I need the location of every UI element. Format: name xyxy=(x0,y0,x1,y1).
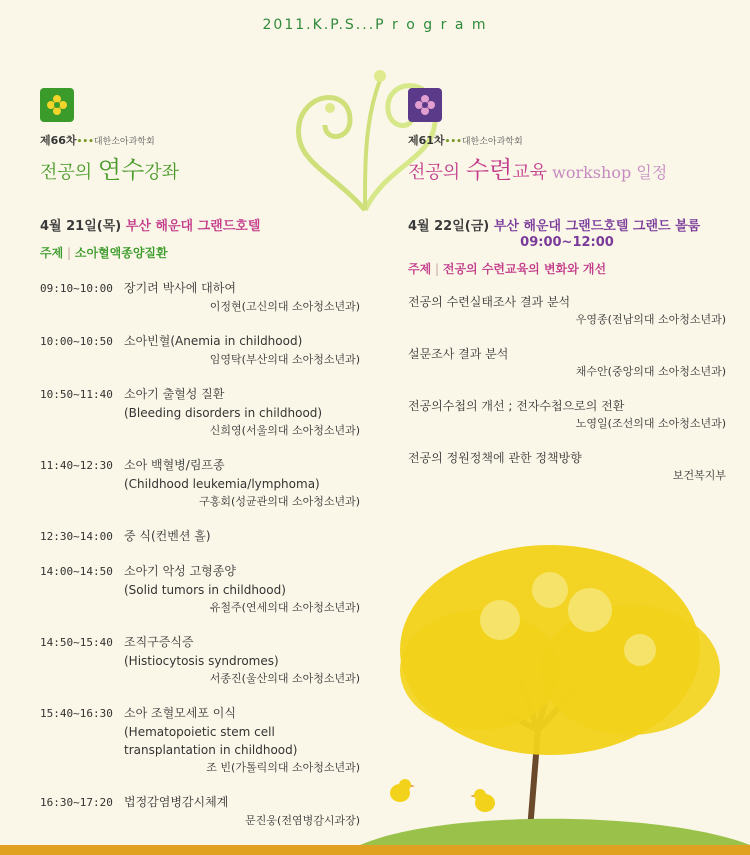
schedule-item xyxy=(40,633,370,688)
item-time: 15:40~16:30 xyxy=(40,707,113,720)
schedule-item xyxy=(40,385,370,440)
item-subtitle: (Histiocytosis syndromes) xyxy=(124,654,279,668)
forsythia-tree-illustration xyxy=(360,510,750,850)
item-speaker: 채수안(중앙의대 소아청소년과) xyxy=(575,365,726,378)
item-time: 11:40~12:30 xyxy=(40,459,113,472)
workshop-item xyxy=(408,449,726,485)
item-subtitle: (Childhood leukemia/lymphoma) xyxy=(124,477,320,491)
item-title: 조직구증식증 xyxy=(124,635,194,649)
item-speaker: 이정현(고신의대 소아청소년과) xyxy=(209,300,360,313)
item-speaker: 유철주(연세의대 소아청소년과) xyxy=(209,601,360,614)
schedule-item xyxy=(40,279,370,316)
item-subtitle: (Bleeding disorders in childhood) xyxy=(124,406,323,420)
schedule-item xyxy=(40,332,370,369)
page-title: 전공의 수련교육 workshop 일정 xyxy=(408,156,668,184)
topic-line: 주제 | 전공의 수련교육의 변화와 개선 xyxy=(408,262,607,276)
item-title: 전공의 수련실태조사 결과 분석 xyxy=(408,295,571,309)
schedule-item xyxy=(40,793,370,830)
topic-line: 주제 | 소아혈액종양질환 xyxy=(40,246,168,260)
program-banner: 2011.K.P.S...P r o g r a m xyxy=(262,17,488,33)
schedule-item xyxy=(40,456,370,511)
right-column xyxy=(408,88,726,501)
session-label: 제61차•••대한소아과학회 xyxy=(408,134,523,147)
schedule-item xyxy=(40,562,370,617)
event-time: 09:00~12:00 xyxy=(520,235,614,250)
item-title: 법정감염병감시체계 xyxy=(124,795,229,809)
workshop-item xyxy=(408,345,726,381)
flower-logo-icon xyxy=(40,88,74,122)
item-speaker: 노영일(조선의대 소아청소년과) xyxy=(575,417,726,430)
item-time: 09:10~10:00 xyxy=(40,282,113,295)
item-title: 소아기 악성 고형종양 xyxy=(124,564,236,578)
item-title: 중 식(컨벤션 홀) xyxy=(124,529,211,543)
item-time: 12:30~14:00 xyxy=(40,530,113,543)
item-speaker: 임영탁(부산의대 소아청소년과) xyxy=(209,353,360,366)
workshop-item xyxy=(408,397,726,433)
event-date: 4월 21일(목) 부산 해운대 그랜드호텔 xyxy=(40,219,261,234)
chick-icon xyxy=(470,785,500,815)
item-speaker: 신희영(서울의대 소아청소년과) xyxy=(209,424,360,437)
item-title: 장기려 박사에 대하여 xyxy=(124,281,236,295)
left-column xyxy=(40,88,370,846)
chick-icon xyxy=(385,775,415,805)
item-title: 소아기 출혈성 질환 xyxy=(124,387,225,401)
workshop-item xyxy=(408,293,726,329)
session-label: 제66차•••대한소아과학회 xyxy=(40,134,155,147)
item-title: 설문조사 결과 분석 xyxy=(408,347,509,361)
item-speaker: 구홍회(성균관의대 소아청소년과) xyxy=(199,495,360,508)
item-time: 10:50~11:40 xyxy=(40,388,113,401)
item-title: 소아 조혈모세포 이식 xyxy=(124,706,236,720)
item-subtitle: (Hematopoietic stem cell xyxy=(124,725,275,739)
item-time: 14:00~14:50 xyxy=(40,565,113,578)
schedule-item xyxy=(40,527,370,546)
item-speaker: 문진웅(전염병감시과장) xyxy=(245,814,360,827)
item-title: 전공의 정원정책에 관한 정책방향 xyxy=(408,451,582,465)
item-time: 14:50~15:40 xyxy=(40,636,113,649)
flower-logo-icon xyxy=(408,88,442,122)
item-title: 소아빈혈(Anemia in childhood) xyxy=(124,334,303,348)
item-time: 16:30~17:20 xyxy=(40,796,113,809)
item-speaker: 우영종(전남의대 소아청소년과) xyxy=(575,313,726,326)
item-title: 전공의수첩의 개선 ; 전자수첩으로의 전환 xyxy=(408,399,625,413)
page-title: 전공의 연수강좌 xyxy=(40,156,180,184)
ground-strip xyxy=(0,845,750,855)
item-speaker: 서종진(울산의대 소아청소년과) xyxy=(209,672,360,685)
item-subtitle: (Solid tumors in childhood) xyxy=(124,583,286,597)
item-subtitle-2: transplantation in childhood) xyxy=(124,743,298,757)
item-title: 소아 백혈병/림프종 xyxy=(124,458,225,472)
event-date: 4월 22일(금) 부산 해운대 그랜드호텔 그랜드 볼룸 xyxy=(408,219,701,234)
item-time: 10:00~10:50 xyxy=(40,335,113,348)
item-speaker: 조 빈(가톨릭의대 소아청소년과) xyxy=(206,761,360,774)
schedule-item xyxy=(40,704,370,777)
item-speaker: 보건복지부 xyxy=(672,469,726,482)
